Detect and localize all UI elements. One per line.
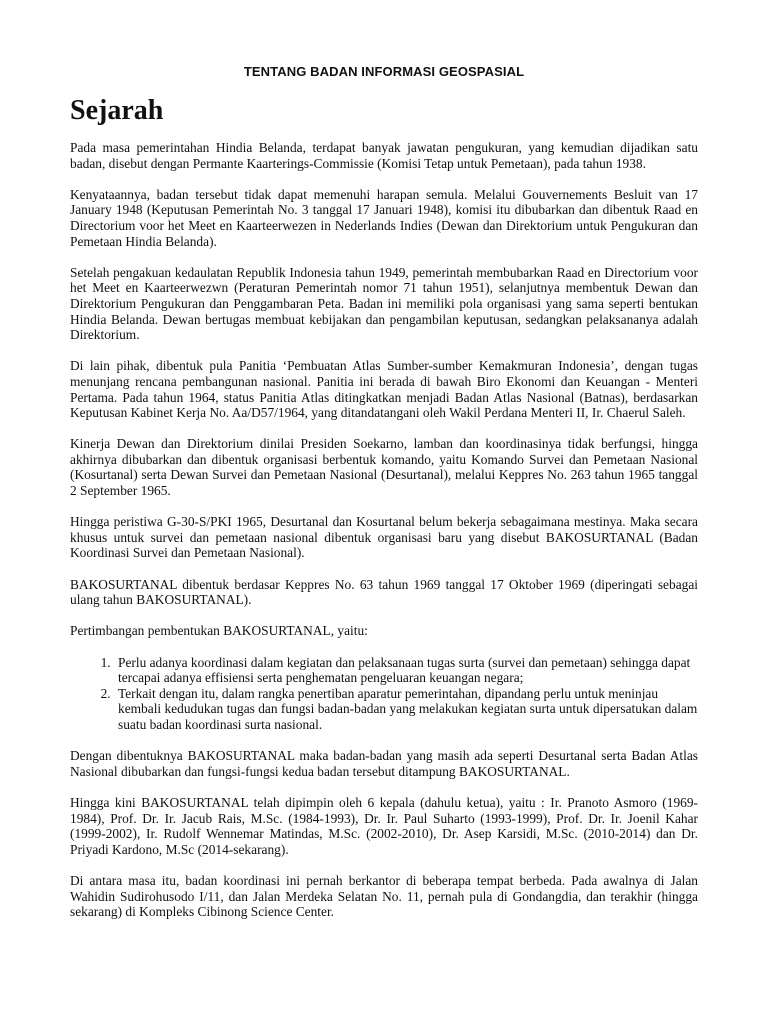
paragraph: Setelah pengakuan kedaulatan Republik Indonesia tahun 1949, pemerintah membubarkan Raad en Directorium voor het Meet en Kaarteerwezwn (Peraturan Pemerintah nomor 71 tahun 1951), selanjutnya membentuk Dewan dan Direktorium Pengukuran dan Penggambaran Peta. Badan ini memiliki pola organisasi yang sama seperti bentukan Hindia Belanda. Dewan bertugas membuat kebijakan dan pengambilan keputusan, sedangkan pelaksananya adalah Direktorium.: [70, 264, 698, 343]
paragraph: Pertimbangan pembentukan BAKOSURTANAL, yaitu:: [70, 623, 368, 639]
document-body: [70, 140, 698, 935]
paragraph: BAKOSURTANAL dibentuk berdasar Keppres No. 63 tahun 1969 tanggal 17 Oktober 1969 (diperingati sebagai ulang tahun BAKOSURTANAL).: [70, 576, 698, 608]
paragraph: Dengan dibentuknya BAKOSURTANAL maka badan-badan yang masih ada seperti Desurtanal serta Badan Atlas Nasional dibubarkan dan fungsi-fungsi kedua badan tersebut ditampung BAKOSURTANAL.: [70, 748, 698, 779]
paragraph: Di lain pihak, dibentuk pula Panitia ‘Pembuatan Atlas Sumber-sumber Kemakmuran Indonesia’, dengan tugas menunjang rencana pembangunan nasional. Panitia ini berada di bawah Biro Ekonomi dan Keuangan - Menteri Pertama. Pada tahun 1964, status Panitia Atlas ditingkatkan menjadi Badan Atlas Nasional (Batnas), berdasarkan Keputusan Kabinet Kerja No. Aa/D57/1964, yang ditandatangani oleh Wakil Perdana Menteri II, Ir. Chaerul Saleh.: [70, 358, 698, 421]
section-heading: Sejarah: [70, 95, 164, 126]
paragraph: Hingga peristiwa G-30-S/PKI 1965, Desurtanal dan Kosurtanal belum bekerja sebagaimana mestinya. Maka secara khusus untuk survei dan pemetaan nasional dibentuk organisasi baru yang disebut BAKOSURTANAL (Badan Koordinasi Survei dan Pemetaan Nasional).: [70, 514, 698, 561]
paragraph: Kenyataannya, badan tersebut tidak dapat memenuhi harapan semula. Melalui Gouvernements Besluit van 17 January 1948 (Keputusan Pemerintah No. 3 tanggal 17 Januari 1948), komisi itu dibubarkan dan dibentuk Raad en Directorium voor het Meet en Kaarteerwezen in Nederlands Indies (Dewan dan Direktorium untuk Pengukuran dan Pemetaan Hindia Belanda).: [70, 186, 698, 249]
list-item: 2. Terkait dengan itu, dalam rangka penertiban aparatur pemerintahan, dipandang perlu untuk meninjau kembali kedudukan tugas dan fungsi badan-badan yang melakukan kegiatan surta untuk dipersatukan dalam suatu badan koordinasi surta nasional.: [114, 686, 698, 733]
document-title: TENTANG BADAN INFORMASI GEOSPASIAL: [243, 64, 525, 79]
paragraph: Hingga kini BAKOSURTANAL telah dipimpin oleh 6 kepala (dahulu ketua), yaitu : Ir. Pranoto Asmoro (1969-1984), Prof. Dr. Ir. Jacub Rais, M.Sc. (1984-1993), Dr. Ir. Paul Suharto (1993-1999), Prof. Dr. Ir. Joenil Kahar (1999-2002), Ir. Rudolf Wennemar Matindas, M.Sc. (2002-2010), Dr. Asep Karsidi, M.Sc. (2010-2014) dan Dr. Priyadi Kardono, M.Sc (2014-sekarang).: [70, 794, 698, 857]
paragraph: Kinerja Dewan dan Direktorium dinilai Presiden Soekarno, lamban dan koordinasinya tidak berfungsi, hingga akhirnya dibubarkan dan dibentuk organisasi berbentuk komando, yaitu Komando Survei dan Pemetaan Nasional (Kosurtanal) serta Dewan Survei dan Pemetaan Nasional (Desurtanal), melalui Keppres No. 263 tahun 1965 tanggal 2 September 1965.: [70, 436, 698, 499]
paragraph: Di antara masa itu, badan koordinasi ini pernah berkantor di beberapa tempat berbeda. Pada awalnya di Jalan Wahidin Sudirohusodo I/11, dan Jalan Merdeka Selatan No. 11, pernah pula di Gondangdia, dan terakhir (hingga sekarang) di Kompleks Cibinong Science Center.: [70, 872, 698, 920]
paragraph: Pada masa pemerintahan Hindia Belanda, terdapat banyak jawatan pengukuran, yang kemudian dijadikan satu badan, disebut dengan Permante Kaarterings-Commissie (Komisi Tetap untuk Pemetaan), pada tahun 1938.: [70, 140, 698, 171]
considerations-list: [70, 655, 698, 733]
list-item: 1. Perlu adanya koordinasi dalam kegiatan dan pelaksanaan tugas surta (survei dan pemetaan) sehingga dapat tercapai adanya effisiensi serta penghematan pengeluaran keuangan negara;: [114, 655, 698, 686]
